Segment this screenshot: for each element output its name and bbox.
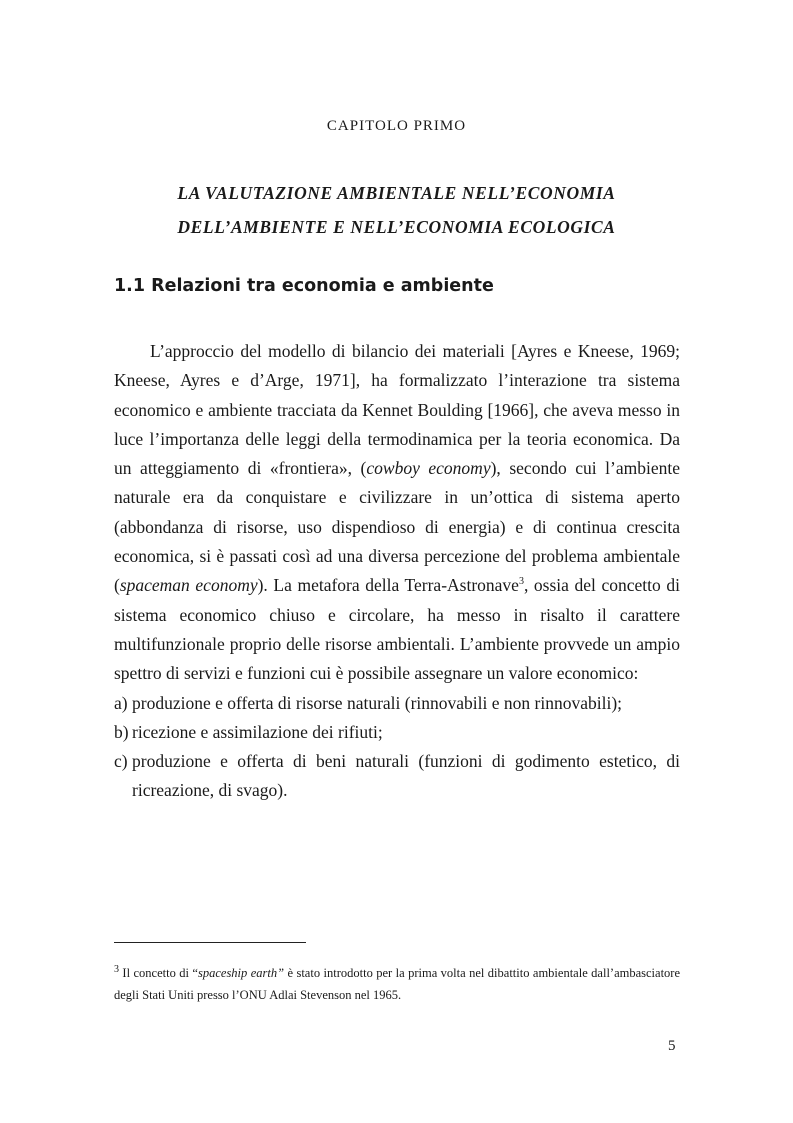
paragraph-text: ), secondo cui l’ambiente naturale era da conquistare e civilizzare in un’ottica di sistema aperto (abbondanza di risorse, uso dispendioso di energia) e di continua crescita economica, si è passati così ad una diversa percezione del problema ambientale ( bbox=[114, 458, 680, 596]
italic-term: cowboy economy bbox=[366, 458, 491, 479]
list-item bbox=[114, 689, 680, 718]
list-item-text: ricezione e assimilazione dei rifiuti; bbox=[132, 721, 383, 742]
body-paragraph bbox=[114, 337, 680, 689]
body-text bbox=[114, 337, 680, 806]
chapter-title-line-1: LA VALUTAZIONE AMBIENTALE NELL’ECONOMIA bbox=[177, 183, 616, 203]
list-item-text: produzione e offerta di risorse naturali (rinnovabili e non rinnovabili); bbox=[132, 692, 623, 713]
page-number: 5 bbox=[668, 1038, 676, 1054]
footnote-rule bbox=[114, 942, 306, 943]
footnote-italic: spaceship earth” bbox=[197, 966, 285, 980]
section-heading: 1.1 Relazioni tra economia e ambiente bbox=[114, 276, 494, 296]
list-marker: c) bbox=[114, 751, 128, 772]
list-item bbox=[114, 747, 680, 806]
chapter-title-line-2: DELL’AMBIENTE E NELL’ECONOMIA ECOLOGICA bbox=[177, 217, 616, 237]
footnote-number: 3 bbox=[114, 963, 119, 975]
paragraph-text: ). La metafora della Terra-Astronave bbox=[257, 575, 519, 596]
footnote-text: Il concetto di “ bbox=[119, 966, 198, 980]
list-item-text: produzione e offerta di beni naturali (funzioni di godimento estetico, di ricreazione, di svago). bbox=[132, 751, 680, 801]
footnote bbox=[114, 962, 680, 1006]
list-marker: a) bbox=[114, 692, 128, 713]
footnote-text: è stato introdotto per la prima volta nel dibattito ambientale dall’ambasciatore degli Stati Uniti presso l’ONU Adlai Stevenson nel 1965. bbox=[114, 966, 681, 1002]
paragraph-text: L’approccio del modello di bilancio dei materiali [Ayres e Kneese, 1969; Kneese, Ayres e d’Arge, 1971], ha formalizzato l’interazione tra sistema economico e ambiente tracciata da Kennet Boulding [1966], che aveva messo in luce l’importanza delle leggi della termodinamica per la teoria economica. Da un atteggiamento di «frontiera», ( bbox=[114, 341, 680, 479]
paragraph-text: , ossia del concetto di sistema economico chiuso e circolare, ha messo in risalto il carattere multifunzionale proprio delle risorse ambientali. L’ambiente provvede un ampio spettro di servizi e funzioni cui è possibile assegnare un valore economico: bbox=[114, 575, 680, 684]
footnote-ref[interactable]: 3 bbox=[518, 576, 524, 588]
list-marker: b) bbox=[114, 721, 129, 742]
chapter-label: CAPITOLO PRIMO bbox=[326, 118, 467, 134]
italic-term: spaceman economy bbox=[119, 575, 258, 596]
function-list bbox=[114, 689, 680, 806]
list-item bbox=[114, 718, 680, 747]
chapter-title bbox=[0, 176, 793, 244]
